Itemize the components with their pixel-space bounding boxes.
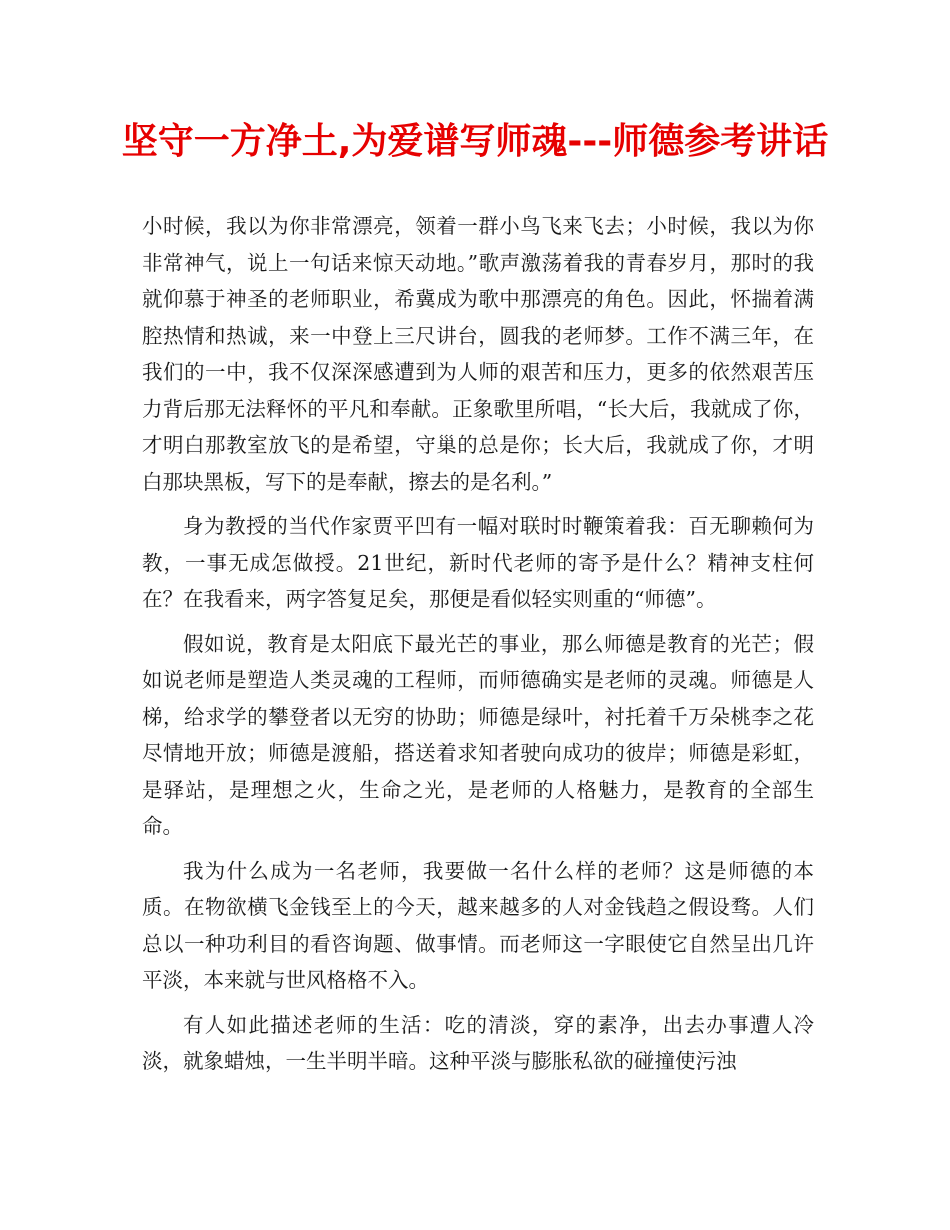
paragraph-3: 假如说，教育是太阳底下最光芒的事业，那么师德是教育的光芒；假如说老师是塑造人类灵魂的工程师，而师德确实是老师的灵魂。师德是人梯，给求学的攀登者以无穷的协助；师德是绿叶，衬托着千万朵桃李之花尽情地开放；师德是渡船，搭送着求知者驶向成功的彼岸；师德是彩虹，是驿站，是理想之火，生命之光，是老师的人格魅力，是教育的全部生命。 bbox=[142, 631, 814, 838]
paragraph-1: 小时候，我以为你非常漂亮，领着一群小鸟飞来飞去；小时候，我以为你非常神气，说上一句话来惊天动地。”歌声激荡着我的青春岁月，那时的我就仰慕于神圣的老师职业，希冀成为歌中那漂亮的角色。因此，怀揣着满腔热情和热诚，来一中登上三尺讲台，圆我的老师梦。工作不满三年，在我们的一中，我不仅深深感遭到为人师的艰苦和压力，更多的依然艰苦压力背后那无法释怀的平凡和奉献。正象歌里所唱，“长大后，我就成了你，才明白那教室放飞的是希望，守巢的总是你；长大后，我就成了你，才明白那块黑板，写下的是奉献，擦去的是名利。” bbox=[142, 214, 814, 494]
paragraph-4: 我为什么成为一名老师，我要做一名什么样的老师？这是师德的本质。在物欲横飞金钱至上的今天，越来越多的人对金钱趋之假设骛。人们总以一种功利目的看咨询题、做事情。而老师这一字眼使它自然呈出几许平淡，本来就与世风格格不入。 bbox=[142, 858, 814, 992]
paragraph-5: 有人如此描述老师的生活：吃的清淡，穿的素净，出去办事遭人冷淡，就象蜡烛，一生半明半暗。这种平淡与膨胀私欲的碰撞使污浊 bbox=[142, 1012, 814, 1073]
document-title: 坚守一方净土,为爱谱写师魂---师德参考讲话 bbox=[121, 121, 829, 162]
paragraph-2: 身为教授的当代作家贾平凹有一幅对联时时鞭策着我：百无聊赖何为教，一事无成怎做授。21世纪，新时代老师的寄予是什么？精神支柱何在？在我看来，两字答复足矣，那便是看似轻实则重的“师德”。 bbox=[142, 514, 814, 611]
document-body bbox=[142, 208, 814, 1088]
